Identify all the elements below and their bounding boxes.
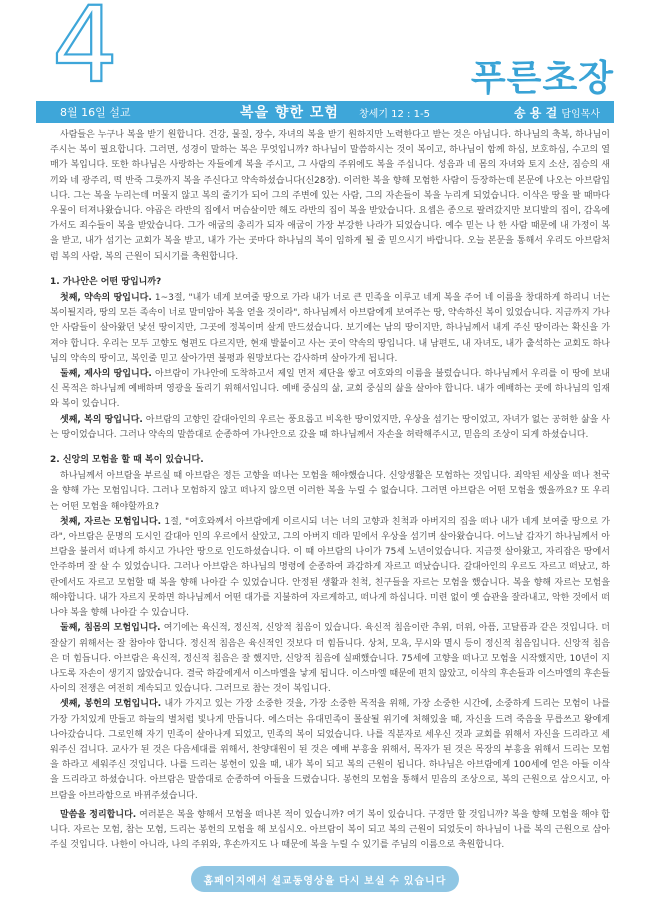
section-paragraph <box>50 697 610 803</box>
intro-paragraph: 사람들은 누구나 복을 받기 원합니다. 건강, 물질, 장수, 자녀의 복을 받기 원하지만 노력한다고 받는 것은 아닙니다. 하나님의 축복, 하나님이 주시는 복이 필요합니다. 그러면, 성경이 말하는 복은 무엇입니까? 하나님이 말씀하시는 것이 복이고, 하나님이 함께 하심, 보호하심, 수고의 열매가 복입니다. 또한 하나님은 사랑하는 자들에게 복을 주시고, 그 사람의 주위에도 복을 주십니다. 성음과 네 몸의 자녀와 토지 소산, 짐승의 새끼와 네 광주리, 떡 반죽 그릇까지 복을 주신다고 약속하셨습니다(신28장). 이러한 복을 향해 모험한 사람이 등장하는데 본문에 나오는 아브람입니다. 그는 복을 누리는데 머물지 않고 복의 줄기가 되어 그의 주변에 있는 사람, 그의 자손들이 복을 누리게 되었습니다. 이삭은 땅을 팔 때마다 우물이 터져나왔습니다. 야곱은 라반의 집에서 머슴살이만 해도 라반의 집이 복을 받았습니다. 요셉은 종으로 팔려갔지만 보디발의 집이, 감옥에 가서도 죄수들이 복을 받았습니다. 그가 애굽의 총리가 되자 애굽이 가장 부강한 나라가 되었습니다. 예수 믿는 나 한 사람 때문에 내 가정이 복을 받고, 내가 섬기는 교회가 복을 받고, 내가 가는 곳마다 하나님의 복이 임하게 될 줄 믿으시기 바랍니다. 오늘 본문을 통해서 우리도 아브람처럼 복의 사람, 복의 근원이 되시기를 축원합니다. <box>50 130 610 262</box>
paragraph-lead: 둘째, 침몸의 모험입니다. <box>60 623 161 634</box>
paragraph-lead: 말씀을 정리합니다. <box>60 809 137 820</box>
paragraph-text: 내가 가지고 있는 가장 소중한 것을, 가장 소중한 목적을 위해, 가장 소중한 시간에, 소중하게 드리는 모험이 나를 가장 가치있게 만들고 하늘의 별처럼 빛나게 만듭니다. 에스더는 유대민족이 몰살될 위기에 처해있을 때, 자신을 드려 죽음을 무릅쓰고 왕에게 나아갔습니다. 그로인해 자기 민족이 살아나게 되었고, 민족의 복이 되었습니다. 나를 직분자로 세우신 것과 교회를 위해서 자신을 드리라고 세워주신 겁니다. 교사가 된 것은 다음세대를 위해서, 찬양대원이 된 것은 예배 부흥을 위해서, 목자가 된 것은 목장의 부흥을 위해서 드리는 모험을 하라고 세워주신 것입니다. 나를 드리는 봉헌이 있을 때, 내가 복이 되고 복의 근원이 됩니다. 하나님은 아브람에게 100세에 얻은 아들 이삭을 드리라고 하셨습니다. 아브람은 말씀대로 순종하여 아들을 드렸습니다. 봉헌의 모험을 통해서 믿음의 조상으로, 복의 근원으로 삼으시고, 아브람을 아브라함으로 바뀌주셨습니다. <box>50 699 610 801</box>
section-heading: 2. 신앙의 모험을 할 때 복이 있습니다. <box>50 455 204 466</box>
paragraph-lead: 셋째, 봉헌의 모험입니다. <box>60 699 162 710</box>
paragraph-text: 하나님께서 아브람을 부르실 때 아브람은 정든 고향을 떠나는 모험을 해야했습니다. 신앙생활은 모험하는 것입니다. 죄악된 세상을 떠나 천국을 향해 가는 모험입니다. 그러나 모험하지 않고 떠나지 않으면 이러한 복을 누릴 수 없습니다. 그러면 아브람은 어떤 모험을 했을까요? 또 우리는 어떤 모험을 해야할까요? <box>50 471 610 512</box>
section-paragraph <box>50 621 610 697</box>
brand-title: 푸른초장 <box>470 58 614 99</box>
sermon-date: 8월 16일 설교 <box>60 106 131 119</box>
section-heading: 1. 가나안은 어떤 땅입니까? <box>50 276 162 287</box>
paragraph-lead: 첫째, 약속의 땅입니다. <box>60 293 152 304</box>
paragraph-text: 1절, "여호와께서 아브람에게 이르시되 너는 너의 고향과 친척과 아버지의 집을 떠나 내가 네게 보여줄 땅으로 가라", 아브람은 문명의 도시인 갈대아 인의 우르에서 살았고, 그의 아버지 데라 밑에서 우상을 섬기며 살아왔습니다. 어느날 갑자기 하나님께서 아브람을 불러서 떠나게 하시고 가나안 땅으로 인도하셨습니다. 이 때 아브람의 나이가 75세 노년이었습니다. 지금껏 살아왔고, 자리잡은 땅에서 안주하며 잘 살 수 있었습니다. 그러나 아브람은 하나님의 명령에 순종하여 과감하게 자르고 떠났습니다. 갈대아인의 우르도 자르고 떠났고, 하란에서도 자르고 모험할 때 복을 향해 나아갈 수 있었습니다. 안정된 생활과 친척, 친구들을 자르는 모험을 했습니다. 복을 향해 자르는 모험을 해야합니다. 내가 자르지 못하면 하나님께서 어떤 대가를 지불하여 자르게하고, 떠나게 하십니다. 미련 없이 옛 습관을 잘라내고, 악한 것에서 떠나야 복을 향해 나아갈 수 있습니다. <box>50 516 611 619</box>
pastor-role: 담임목사 <box>561 108 600 120</box>
section-paragraph <box>50 469 610 515</box>
sermon-header-band <box>36 101 614 123</box>
sermon-body <box>50 128 610 853</box>
sermon-title: 복을 향한 모험 <box>240 105 339 121</box>
scripture-reference: 창세기 12 : 1-5 <box>359 108 430 120</box>
section-paragraph <box>50 367 610 413</box>
section-paragraph <box>50 515 610 621</box>
pastor <box>514 104 600 121</box>
sermon-video-link-button[interactable]: 홈페이지에서 설교동영상을 다시 보실 수 있습니다 <box>191 866 459 892</box>
paragraph-text: 아브람의 고향인 갈대아인의 우르는 풍요롭고 비옥한 땅이었지만, 우상을 섬기는 땅이었고, 자녀가 없는 공허한 삶을 사는 땅이었습니다. 그러나 약속의 말씀대로 순종하여 가나안으로 갔을 때 하나님께서 자손을 허락해주시고, 믿음의 조상이 되게 하셨습니다. <box>50 414 610 440</box>
issue-number-graphic <box>52 0 118 96</box>
paragraph-lead: 첫째, 자르는 모험입니다. <box>60 516 162 527</box>
paragraph-text: 아브람이 가나안에 도착하고서 제일 먼저 제단을 쌓고 여호와의 이름을 불렀습니다. 하나님께서 우리를 이 땅에 보내신 목적은 하나님께 예배하며 영광을 돌리기 위해서입니다. 예배 중심의 삶, 교회 중심의 삶을 살아야 합니다. 내가 예배하는 곳에 하나님의 임재와 복이 있습니다. <box>50 369 610 410</box>
section-paragraph <box>50 413 610 443</box>
svg-text:4: 4 <box>52 0 118 96</box>
paragraph-lead: 셋째, 복의 땅입니다. <box>60 414 143 425</box>
pastor-name: 송 용 걸 <box>514 105 558 120</box>
conclusion-paragraph <box>50 808 610 854</box>
section-paragraph <box>50 291 610 367</box>
paragraph-lead: 둘째, 제사의 땅입니다. <box>60 369 152 380</box>
paragraph-text: 여기에는 육신적, 정신적, 신앙적 침음이 있습니다. 육신적 침음이란 추위, 더위, 아픔, 고달픔과 같은 것입니다. 더 잘살기 위해서는 잘 참아야 합니다. 정신적 침음은 육신적인 것보다 더 힘듭니다. 상처, 모욕, 무시와 멸시 등이 정신적 침음입니다. 신앙적 침음은 더 힘듭니다. 아브람은 육신적, 정신적 침음은 잘 했지만, 신앙적 침음에 실패했습니다. 75세에 고향을 떠나고 모험을 시작했지만, 10년이 지나도록 자손이 생기지 않았습니다. 결국 하갈에게서 이스마엘을 낳게 됩니다. 이스마엘 때문에 편치 않았고, 이삭의 후손들과 이스마엘의 후손들 사이의 전쟁은 여전히 계속되고 있습니다. 그러므로 참는 것이 복입니다. <box>50 623 610 695</box>
paragraph-text: 1~3절, "내가 네게 보여줄 땅으로 가라 내가 너로 큰 민족을 이루고 네게 복을 주어 네 이름을 창대하게 하리니 너는 복이될지라, 땅의 모든 족속이 너로 말미암아 복을 얻을 것이라", 하나님께서 아브람에게 보여주는 땅, 약속하신 복이 있었습니다. 지금까지 가나안 사람들이 살아왔던 낯선 땅이지만, 그곳에 정복이며 살게 만드셨습니다. 보기에는 남의 땅이지만, 하나님께서 내게 주신 땅이라는 확신을 가져야 합니다. 우리는 모두 고향도 형편도 다르지만, 현재 발붙이고 사는 곳이 약속의 땅입니다. 내 남편도, 내 자녀도, 내가 출석하는 교회도 하나님의 약속의 땅이고, 복인줄 믿고 살아가면 불평과 원망보다는 감사하며 살아가게 됩니다. <box>50 293 610 364</box>
paragraph-text: 여러분은 복을 향해서 모험을 떠나본 적이 있습니까? 여기 복이 있습니다. 구경만 할 것입니까? 복을 향해 모험을 해야 합니다. 자르는 모험, 참는 모험, 드리는 봉헌의 모험을 해 보십시오. 아브람이 복이 되고 복의 근원이 되었듯이 하나님이 나를 복의 근원으로 삼아주실 것입니다. 나한이 아니라, 나의 주위와, 후손까지도 나 때문에 복을 누릴 수 있기를 주님의 이름으로 축원합니다. <box>50 809 611 851</box>
